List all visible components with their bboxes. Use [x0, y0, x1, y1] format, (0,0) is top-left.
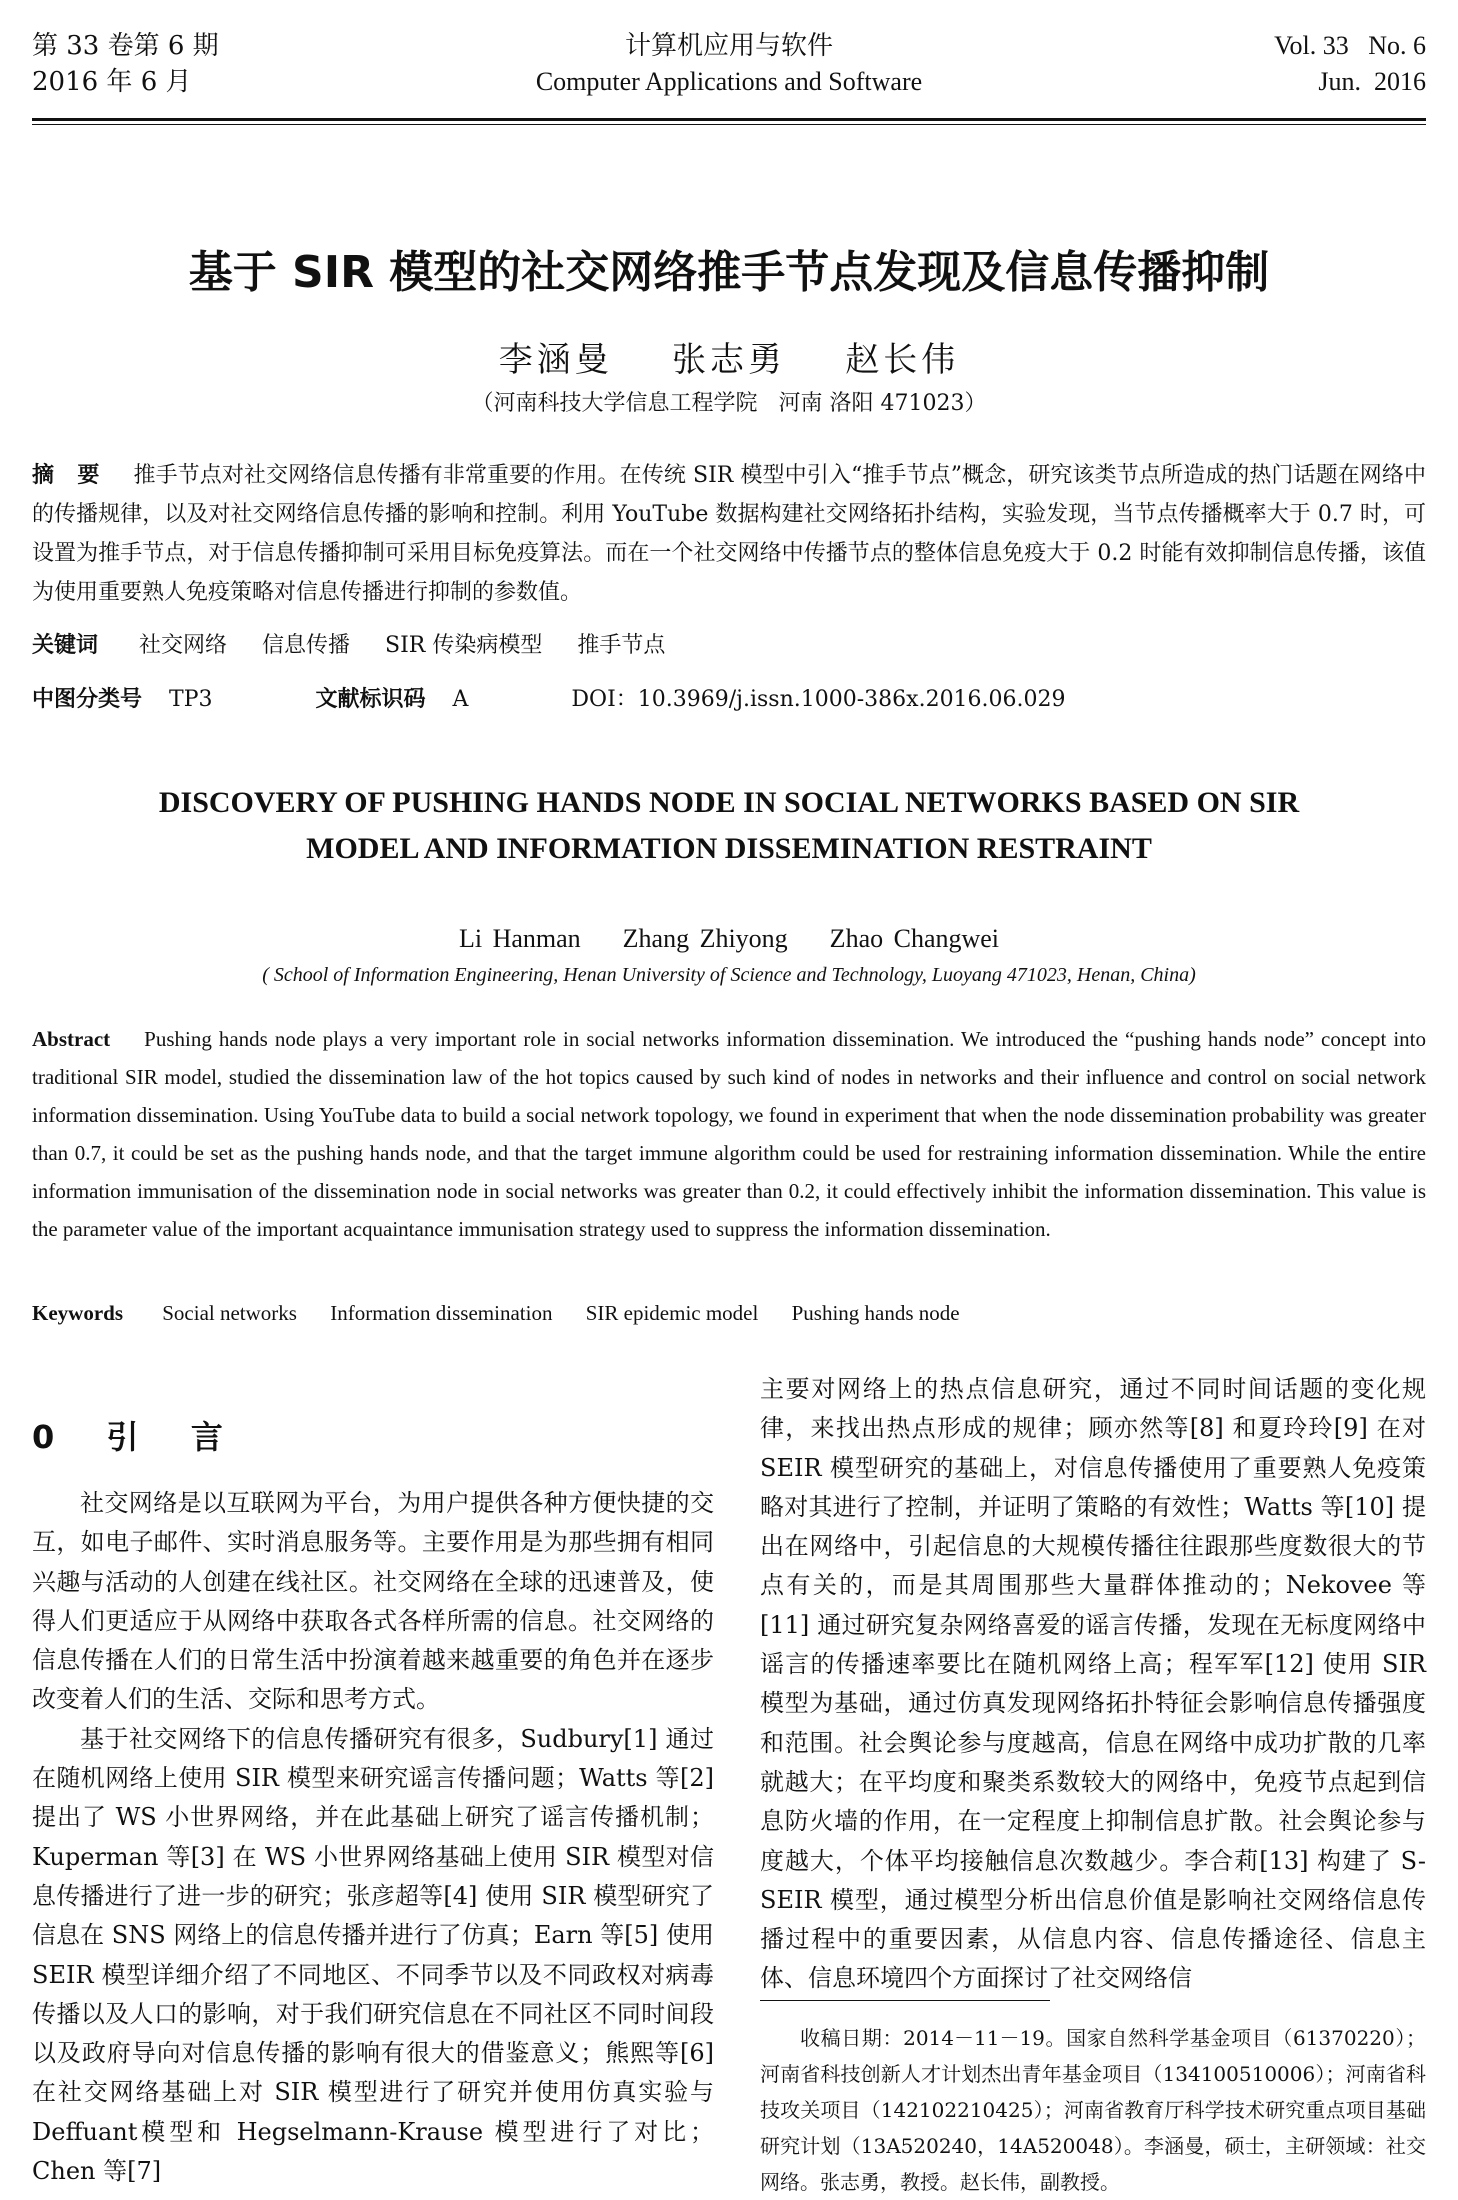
keyword-en-item: Social networks	[162, 1301, 297, 1325]
footnote	[760, 2020, 1426, 2200]
footnote-rule	[760, 2000, 1050, 2001]
keyword-en-item: SIR epidemic model	[585, 1301, 759, 1325]
keywords-en	[32, 1294, 1426, 1332]
abstract-cn-text: 推手节点对社交网络信息传播有非常重要的作用。在传统 SIR 模型中引入“推手节点”概念，研究该类节点所造成的热门话题在网络中的传播规律，以及对社交网络信息传播的影响和控制。利用 YouTube 数据构建社交网络拓扑结构，实验发现，当节点传播概率大于 0.7 时，可设置为推手节点，对于信息传播抑制可采用目标免疫算法。而在一个社交网络中传播节点的整体信息免疫大于 0.2 时能有效抑制信息传播，该值为使用重要熟人免疫策略对信息传播进行抑制的参数值。	[32, 463, 1427, 605]
keyword-cn-item: 信息传播	[262, 633, 351, 658]
paper-title-cn: 基于 SIR 模型的社交网络推手节点发现及信息传播抑制	[188, 247, 1270, 298]
abstract-en	[32, 1020, 1426, 1248]
paper-title-en-line1: DISCOVERY OF PUSHING HANDS NODE IN SOCIAL NETWORKS BASED ON SIR	[158, 786, 1300, 819]
volume-info	[1274, 28, 1426, 100]
clc-label: 中图分类号	[32, 687, 143, 712]
classification-line	[32, 680, 1426, 719]
keywords-en-label: Keywords	[32, 1301, 123, 1325]
doc-code-value: A	[452, 687, 469, 712]
date-cn: 2016 年 6 月	[32, 67, 192, 97]
keyword-cn-item: SIR 传染病模型	[385, 633, 543, 658]
authors-cn: 李涵曼 张志勇 赵长伟	[498, 340, 960, 380]
journal-issue-cn: 第 33 卷第 6 期	[32, 31, 219, 61]
keyword-en-item: Pushing hands node	[791, 1301, 960, 1325]
header-rule-thin	[32, 124, 1426, 125]
keyword-cn-item: 推手节点	[577, 633, 666, 658]
keyword-en-item: Information dissemination	[330, 1301, 553, 1325]
keywords-cn-label: 关键词	[32, 633, 99, 658]
body-left-column	[32, 1484, 714, 2191]
clc-value: TP3	[169, 687, 213, 712]
abstract-en-text: Pushing hands node plays a very important role in social networks information dissemination. We introduced the “pushing hands node” concept into traditional SIR model, studied the dissemination law of the hot topics caused by such kind of nodes in networks and their influence and control on social network information dissemination. Using YouTube data to build a social network topology, we found in experiment that when the node dissemination probability was greater than 0.7, it could be set as the pushing hands node, and that the target immune algorithm could be used for restraining information dissemination. While the entire information immunisation of the dissemination node in social networks was greater than 0.2, it could effectively inhibit the information dissemination. This value is the parameter value of the important acquaintance immunisation strategy used to suppress the information dissemination.	[32, 1027, 1426, 1241]
keyword-cn-item: 社交网络	[139, 633, 228, 658]
intro-paragraph-2: 基于社交网络下的信息传播研究有很多，Sudbury[1] 通过在随机网络上使用 SIR 模型来研究谣言传播问题；Watts 等[2] 提出了 WS 小世界网络，并在此基础上研究了谣言传播机制；Kuperman 等[3] 在 WS 小世界网络基础上使用 SIR 模型对信息传播进行了进一步的研究；张彦超等[4] 使用 SIR 模型研究了信息在 SNS 网络上的信息传播并进行了仿真；Earn 等[5] 使用 SEIR 模型详细介绍了不同地区、不同季节以及不同政权对病毒传播以及人口的影响，对于我们研究信息在不同社区不同时间段以及政府导向对信息传播的影响有很大的借鉴意义；熊熙等[6] 在社交网络基础上对 SIR 模型进行了研究并使用仿真实验与 Deffuant模型和 Hegselmann-Krause 模型进行了对比；Chen 等[7]	[32, 1724, 714, 2186]
date-en: Jun. 2016	[1318, 67, 1426, 96]
body-right-column	[760, 1370, 1426, 1999]
header-rule-thick	[32, 118, 1426, 121]
volume-en: Vol. 33 No. 6	[1274, 31, 1426, 60]
affiliation-en: ( School of Information Engineering, Henan University of Science and Technology, Luoyang 471023, Henan, China)	[262, 964, 1196, 986]
authors-en: Li Hanman Zhang Zhiyong Zhao Changwei	[458, 924, 1000, 953]
keywords-cn	[32, 626, 1426, 665]
abstract-cn-label: 摘 要	[32, 463, 100, 488]
affiliation-cn: （河南科技大学信息工程学院 河南 洛阳 471023）	[471, 391, 987, 416]
journal-name-en: Computer Applications and Software	[535, 67, 923, 96]
doi: DOI：10.3969/j.issn.1000-386x.2016.06.029	[571, 687, 1066, 712]
footnote-text: 收稿日期：2014－11－19。国家自然科学基金项目（61370220）；河南省科技创新人才计划杰出青年基金项目（134100510006）；河南省科技攻关项目（142102210425）；河南省教育厅科学技术研究重点项目基础研究计划（13A520240，14A520048）。李涵曼，硕士，主研领域：社交网络。张志勇，教授。赵长伟，副教授。	[760, 2026, 1426, 2194]
section-title: 0 引 言	[32, 1418, 233, 1456]
doc-code-label: 文献标识码	[315, 687, 426, 712]
abstract-en-label: Abstract	[32, 1027, 111, 1051]
intro-paragraph-continued: 主要对网络上的热点信息研究，通过不同时间话题的变化规律，来找出热点形成的规律；顾亦然等[8] 和夏玲玲[9] 在对 SEIR 模型研究的基础上，对信息传播使用了重要熟人免疫策略对其进行了控制，并证明了策略的有效性；Watts 等[10] 提出在网络中，引起信息的大规模传播往往跟那些度数很大的节点有关的，而是其周围那些大量群体推动的；Nekovee 等[11] 通过研究复杂网络喜爱的谣言传播，发现在无标度网络中谣言的传播速率要比在随机网络上高；程军军[12] 使用 SIR 模型为基础，通过仿真发现网络拓扑特征会影响信息传播强度和范围。社会舆论参与度越高，信息在网络中成功扩散的几率就越大；在平均度和聚类系数较大的网络中，免疫节点起到信息防火墙的作用，在一定程度上抑制信息扩散。社会舆论参与度越大，个体平均接触信息次数越少。李合莉[13] 构建了 S-SEIR 模型，通过模型分析出信息价值是影响社交网络信息传播过程中的重要因素，从信息内容、信息传播途径、信息主体、信息环境四个方面探讨了社交网络信	[760, 1375, 1426, 1993]
abstract-cn	[32, 456, 1426, 612]
journal-name	[0, 28, 1458, 100]
journal-name-cn: 计算机应用与软件	[624, 31, 833, 61]
intro-paragraph-1: 社交网络是以互联网为平台，为用户提供各种方便快捷的交互，如电子邮件、实时消息服务等。主要作用是为那些拥有相同兴趣与活动的人创建在线社区。社交网络在全球的迅速普及，使得人们更适应于从网络中获取各式各样所需的信息。社交网络的信息传播在人们的日常生活中扮演着越来越重要的角色并在逐步改变着人们的生活、交际和思考方式。	[32, 1489, 714, 1714]
paper-title-en	[0, 780, 1458, 872]
paper-title-en-line2: MODEL AND INFORMATION DISSEMINATION RESTRAINT	[306, 832, 1152, 865]
